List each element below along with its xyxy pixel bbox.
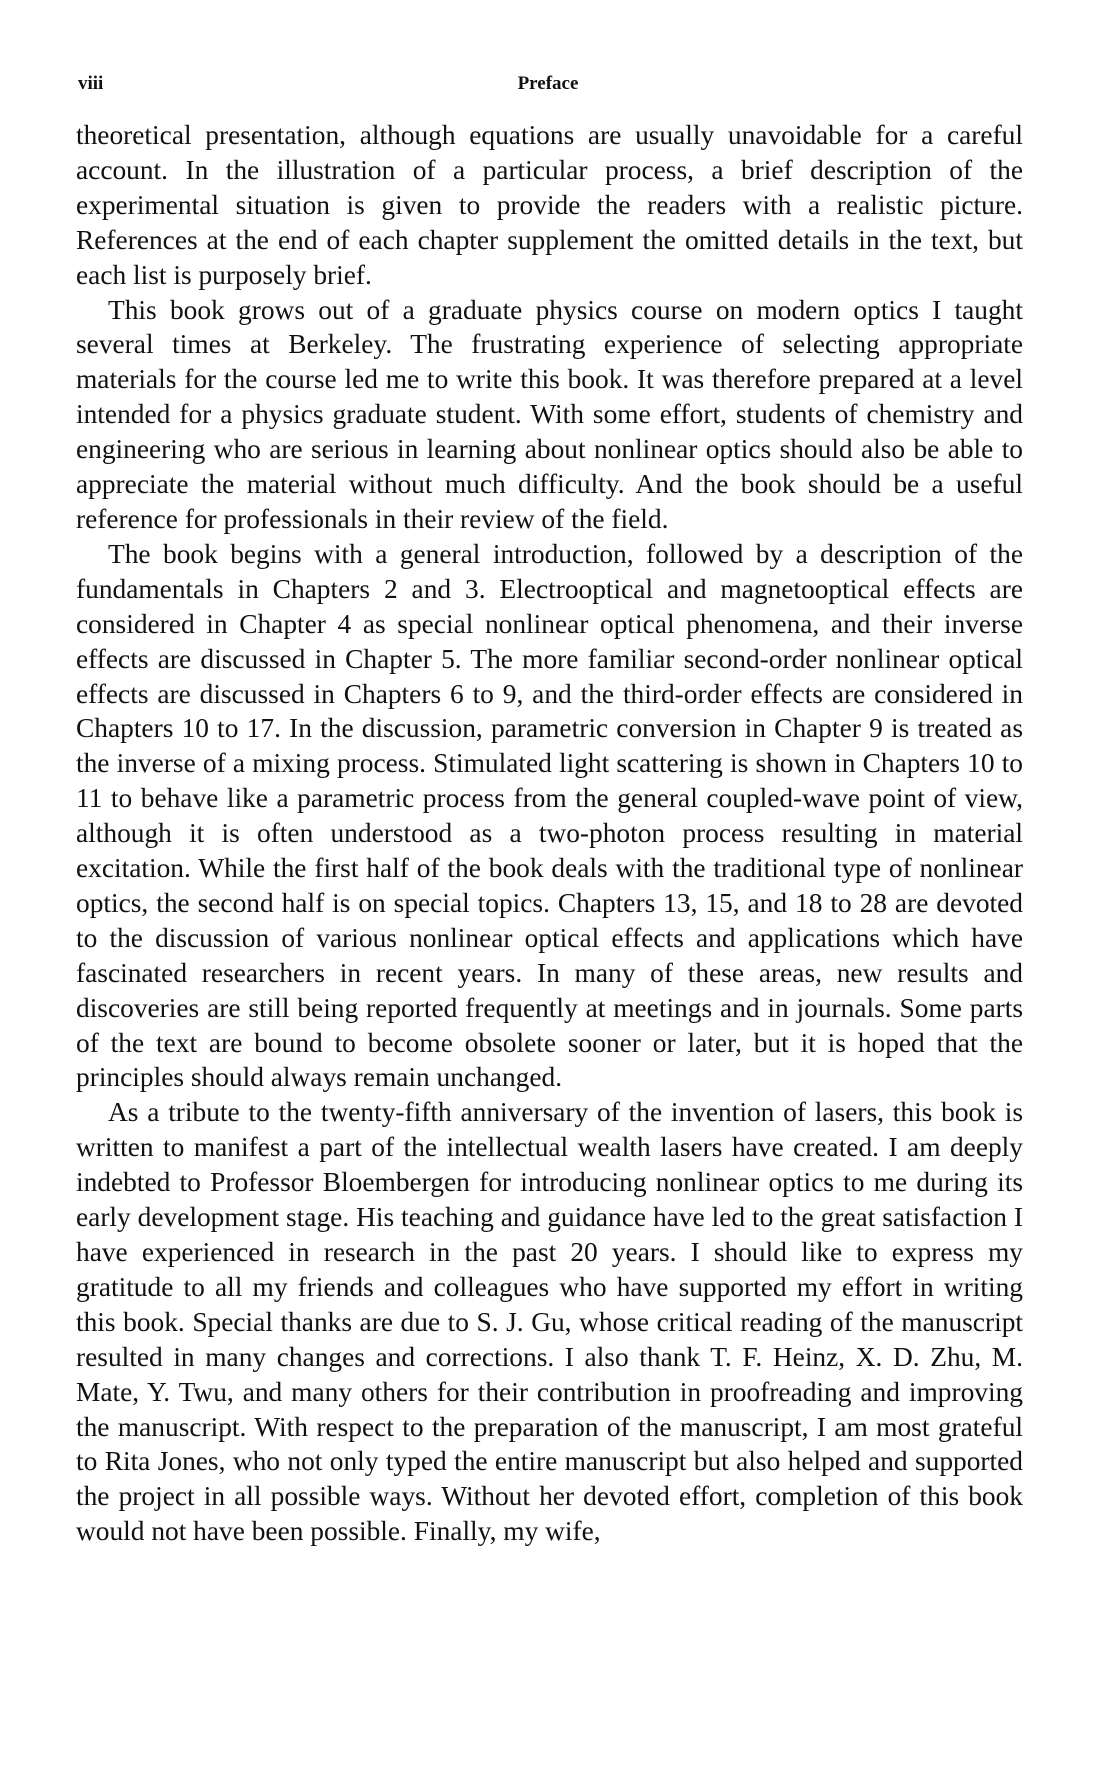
paragraph-book-outline: The book begins with a general introduction, followed by a description of the fundamentals in Chapters 2 and 3. Electrooptical and magnetooptical effects are considered in Chapter 4 as special nonlinear optical phenomena, and their inverse effects are discussed in Chapter 5. The more familiar second-order nonlinear optical effects are discussed in Chapters 6 to 9, and the third-order effects are considered in Chapters 10 to 17. In the discussion, parametric conversion in Chapter 9 is treated as the inverse of a mixing process. Stimulated light scattering is shown in Chapters 10 to 11 to behave like a parametric process from the general coupled-wave point of view, although it is often understood as a two-photon process resulting in material excitation. While the first half of the book deals with the traditional type of nonlinear optics, the second half is on special topics. Chapters 13, 15, and 18 to 28 are devoted to the discussion of various nonlinear optical effects and applications which have fascinated researchers in recent years. In many of these areas, new results and discoveries are still being reported frequently at meetings and in journals. Some parts of the text are bound to become obsolete sooner or later, but it is hoped that the principles should always remain unchanged. [76,538,1023,1093]
running-title: Preface [517,73,579,94]
paragraph-acknowledgments: As a tribute to the twenty-fifth anniversary of the invention of lasers, this book is written to manifest a part of the intellectual wealth lasers have created. I am deeply indebted to Professor Bloembergen for introducing nonlinear optics to me during its early development stage. His teaching and guidance have led to the great satisfaction I have experienced in research in the past 20 years. I should like to express my gratitude to all my friends and colleagues who have supported my effort in writing this book. Special thanks are due to S. J. Gu, whose critical reading of the manuscript resulted in many changes and corrections. I also thank T. F. Heinz, X. D. Zhu, M. Mate, Y. Twu, and many others for their contribution in proofreading and improving the manuscript. With respect to the preparation of the manuscript, I am most grateful to Rita Jones, who not only typed the entire manuscript but also helped and supported the project in all possible ways. Without her devoted effort, completion of this book would not have been possible. Finally, my wife, [76,1097,1023,1547]
page-number: viii [78,73,104,94]
preface-body [76,118,1023,1549]
paragraph-course-origin: This book grows out of a graduate physics course on modern optics I taught several times at Berkeley. The frustrating experience of selecting appropriate materials for the course led me to write this book. It was therefore prepared at a level intended for a physics graduate student. With some effort, students of chemistry and engineering who are serious in learning about nonlinear optics should also be able to appreciate the material without much difficulty. And the book should be a useful reference for professionals in their review of the field. [76,294,1023,534]
running-head [78,72,1018,96]
paragraph-continued: theoretical presentation, although equations are usually unavoidable for a careful account. In the illustration of a particular process, a brief description of the experimental situation is given to provide the readers with a realistic picture. References at the end of each chapter supplement the omitted details in the text, but each list is purposely brief. [76,120,1023,290]
